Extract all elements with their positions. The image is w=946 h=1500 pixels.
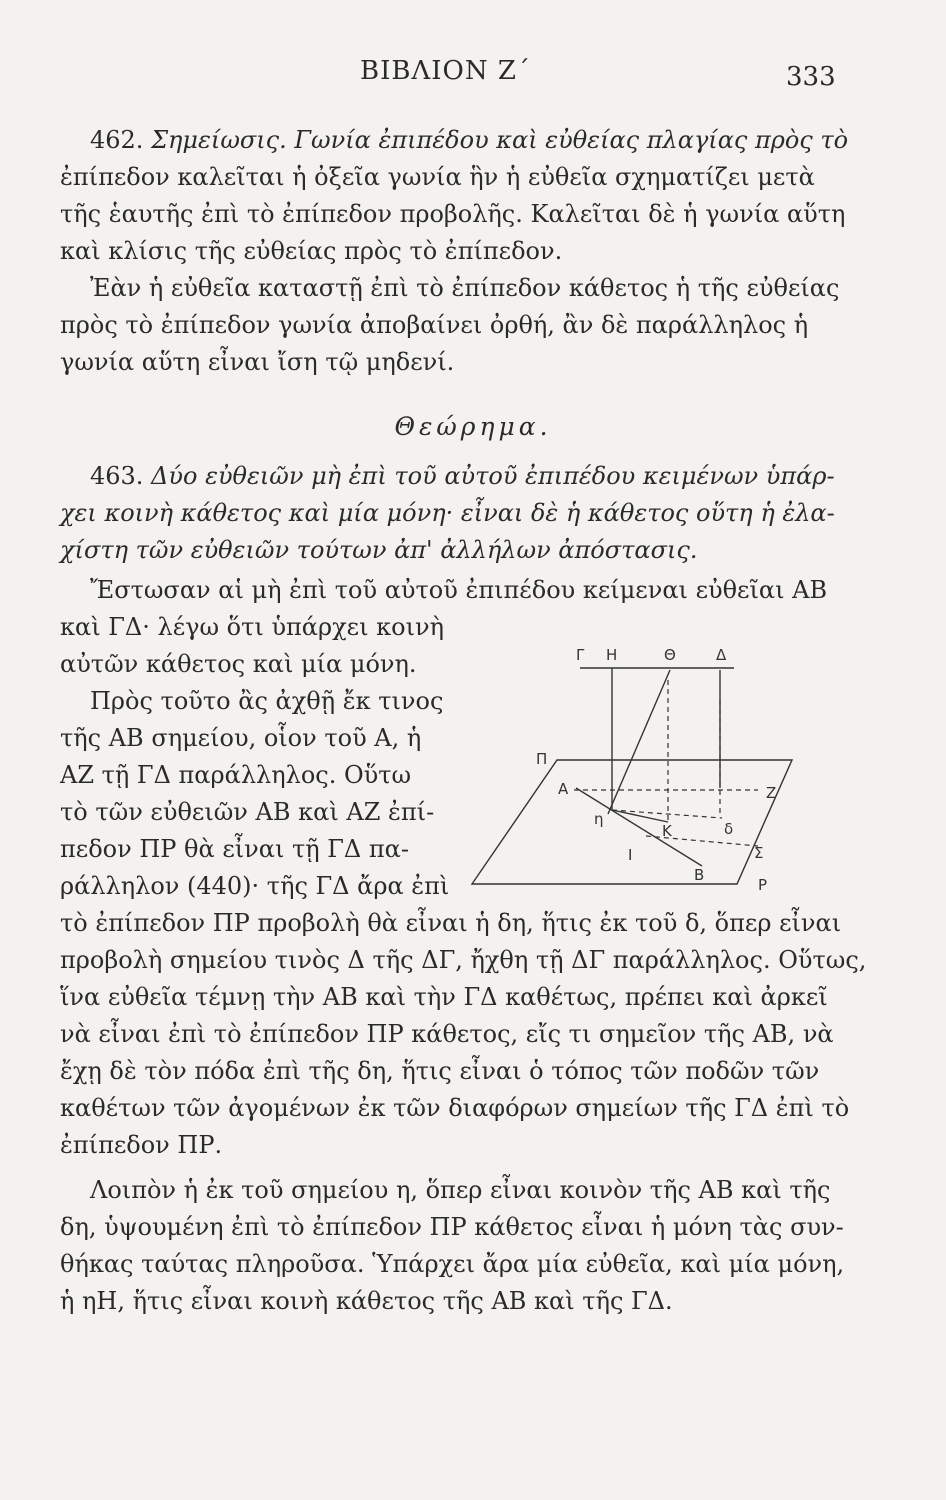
label-Sigma: Σ [754, 844, 764, 862]
proof-line: πεδον ΠΡ θὰ εἶναι τῇ ΓΔ πα- [60, 835, 409, 863]
proof-line: ΑΖ τῇ ΓΔ παράλληλος. Οὕτω [60, 761, 412, 789]
conclusion-line: θήκας ταύτας πληροῦσα. Ὑπάρχει ἄρα μία εὐθεῖα, καὶ μία μόνη, [60, 1250, 845, 1278]
proof-line: καὶ ΓΔ· λέγω ὅτι ὑπάρχει κοινὴ [60, 613, 444, 641]
note-line: Γωνία ἐπιπέδου καὶ εὐθείας πλαγίας πρὸς τὸ [294, 126, 849, 154]
label-delta: δ [724, 820, 734, 838]
note-number: 462. [90, 126, 144, 154]
proof-line: ἔχῃ δὲ τὸν πόδα ἐπὶ τῆς δη, ἥτις εἶναι ὁ τόπος τῶν ποδῶν τῶν [60, 1057, 820, 1085]
proof-continuation [60, 905, 867, 1164]
proof-line: καθέτων τῶν ἀγομένων ἐκ τῶν διαφόρων σημείων τῆς ΓΔ ἐπὶ τὸ [60, 1094, 850, 1122]
note-line: τῆς ἑαυτῆς ἐπὶ τὸ ἐπίπεδον προβολῆς. Καλεῖται δὲ ἡ γωνία αὕτη [60, 200, 846, 228]
theorem-line: χει κοινὴ κάθετος καὶ μία μόνη· εἶναι δὲ ἡ κάθετος οὕτη ἡ ἐλα- [60, 499, 835, 527]
proof-narrow-column [60, 609, 450, 905]
note-line: καὶ κλίσις τῆς εὐθείας πρὸς τὸ ἐπίπεδον. [60, 237, 563, 265]
proof-line: τὸ ἐπίπεδον ΠΡ προβολὴ θὰ εἶναι ἡ δη, ἥτις ἐκ τοῦ δ, ὅπερ εἶναι [60, 909, 842, 937]
proof-line: αὐτῶν κάθετος καὶ μία μόνη. [60, 650, 417, 678]
note-para2-line: Ἐὰν ἡ εὐθεῖα καταστῇ ἐπὶ τὸ ἐπίπεδον κάθετος ἡ τῆς εὐθείας [90, 274, 840, 302]
theorem-first-line [60, 458, 840, 495]
label-I: Ι [628, 846, 633, 864]
proof-line: Ἔστωσαν αἱ μὴ ἐπὶ τοῦ αὐτοῦ ἐπιπέδου κείμεναι εὐθεῖαι ΑΒ [90, 576, 828, 604]
line-Th-A [608, 670, 670, 814]
label-H: Η [606, 646, 618, 664]
note-462-block [60, 122, 849, 381]
page-number: 333 [786, 62, 836, 92]
note-para2-line: πρὸς τὸ ἐπίπεδον γωνία ἀποβαίνει ὀρθή, ἂν δὲ παράλληλος ἡ [60, 311, 809, 339]
conclusion-line: ἡ ηΗ, ἥτις εἶναι κοινὴ κάθετος τῆς ΑΒ καὶ τῆς ΓΔ. [60, 1287, 673, 1315]
label-G: Γ [576, 646, 585, 664]
proof-line: ράλληλον (440)· τῆς ΓΔ ἄρα ἐπὶ [60, 872, 450, 900]
conclusion-line: Λοιπὸν ἡ ἐκ τοῦ σημείου η, ὅπερ εἶναι κοινὸν τῆς ΑΒ καὶ τῆς [90, 1176, 831, 1204]
label-eta: η [594, 810, 604, 828]
running-header-title: ΒΙΒΛΙΟΝ Ζ΄ [360, 56, 531, 86]
proof-line: προβολὴ σημείου τινὸς Δ τῆς ΔΓ, ἤχθη τῇ ΔΓ παράλληλος. Οὕτως, [60, 946, 867, 974]
note-label: Σημείωσις. [151, 126, 287, 154]
theorem-statement [60, 458, 840, 569]
label-R: Ρ [758, 876, 768, 894]
label-A: Α [558, 780, 569, 798]
label-D: Δ [716, 646, 727, 664]
conclusion [60, 1172, 845, 1320]
note-first-line [60, 122, 849, 159]
note-line: ἐπίπεδον καλεῖται ἡ ὀξεῖα γωνία ἣν ἡ εὐθεῖα σχηματίζει μετὰ [60, 163, 815, 191]
label-P: Π [536, 750, 548, 768]
proof-line: Πρὸς τοῦτο ἂς ἀχθῇ ἔκ τινος [90, 687, 444, 715]
label-Th: Θ [664, 646, 676, 664]
label-B: Β [694, 866, 705, 884]
proof-intro [60, 572, 840, 609]
proof-line: νὰ εἶναι ἐπὶ τὸ ἐπίπεδον ΠΡ κάθετος, εἴς τι σημεῖον τῆς ΑΒ, νὰ [60, 1020, 834, 1048]
theorem-line: Δύο εὐθειῶν μὴ ἐπὶ τοῦ αὐτοῦ ἐπιπέδου κειμένων ὑπάρ- [151, 462, 835, 490]
theorem-heading: Θεώρημα. [394, 412, 552, 441]
label-K: Κ [662, 822, 672, 840]
geometry-figure [462, 640, 822, 900]
proof-line: ἐπίπεδον ΠΡ. [60, 1131, 223, 1159]
label-Z: Ζ [766, 784, 777, 802]
conclusion-line: δη, ὑψουμένη ἐπὶ τὸ ἐπίπεδον ΠΡ κάθετος εἶναι ἡ μόνη τὰς συν- [60, 1213, 844, 1241]
theorem-number: 463. [90, 462, 144, 490]
theorem-line: χίστη τῶν εὐθειῶν τούτων ἀπ' ἀλλήλων ἀπόστασις. [60, 536, 698, 564]
proof-line: τῆς ΑΒ σημείου, οἷον τοῦ Α, ἡ [60, 724, 422, 752]
note-para2-line: γωνία αὕτη εἶναι ἴση τῷ μηδενί. [60, 348, 455, 376]
proof-line: ἵνα εὐθεῖα τέμνῃ τὴν ΑΒ καὶ τὴν ΓΔ καθέτως, πρέπει καὶ ἀρκεῖ [60, 983, 828, 1011]
proof-line: τὸ τῶν εὐθειῶν ΑΒ καὶ ΑΖ ἐπί- [60, 798, 435, 826]
